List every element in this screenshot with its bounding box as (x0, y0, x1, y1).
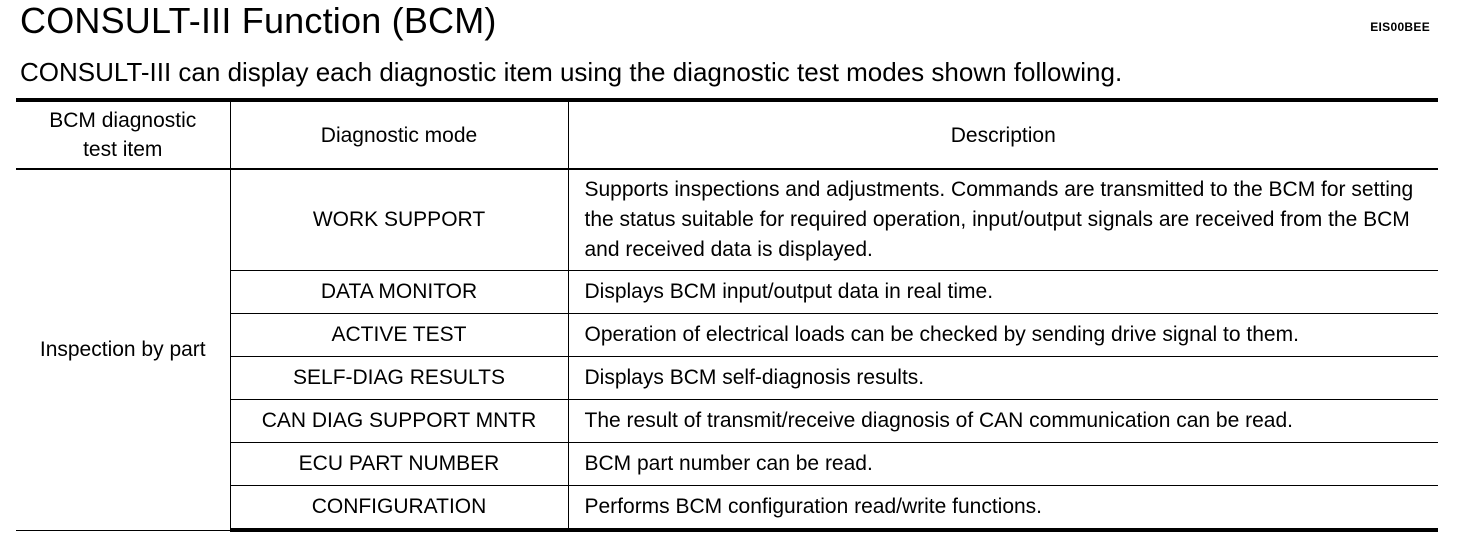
diagnostic-mode-cell: WORK SUPPORT (230, 169, 568, 271)
diagnostic-mode-cell: ECU PART NUMBER (230, 443, 568, 486)
table-row (16, 271, 1438, 314)
intro-text: CONSULT-III can display each diagnostic item using the diagnostic test modes shown following. (20, 57, 1123, 87)
page-title: CONSULT-III Function (BCM) (20, 0, 497, 41)
table-row (16, 486, 1438, 531)
description-cell: Supports inspections and adjustments. Commands are transmitted to the BCM for setting the status suitable for required operation, input/output signals are received from the BCM and received data is displayed. (568, 169, 1438, 271)
description-cell: Displays BCM self-diagnosis results. (568, 357, 1438, 400)
description-cell: The result of transmit/receive diagnosis of CAN communication can be read. (568, 400, 1438, 443)
description-cell: Displays BCM input/output data in real time. (568, 271, 1438, 314)
diagnostic-mode-cell: DATA MONITOR (230, 271, 568, 314)
description-cell: Performs BCM configuration read/write functions. (568, 486, 1438, 531)
diagnostic-mode-cell: CONFIGURATION (230, 486, 568, 531)
description-cell: Operation of electrical loads can be checked by sending drive signal to them. (568, 314, 1438, 357)
diagnostic-mode-cell: SELF-DIAG RESULTS (230, 357, 568, 400)
column-header-diagnostic-mode: Diagnostic mode (230, 100, 568, 169)
test-item-cell: Inspection by part (16, 169, 230, 530)
table-row (16, 357, 1438, 400)
table-row (16, 400, 1438, 443)
table-row (16, 169, 1438, 271)
function-table (16, 98, 1438, 532)
table-header-row (16, 100, 1438, 169)
diagnostic-mode-cell: CAN DIAG SUPPORT MNTR (230, 400, 568, 443)
document-code: EIS00BEE (1370, 20, 1430, 34)
table-row (16, 443, 1438, 486)
table-row (16, 314, 1438, 357)
diagnostic-mode-cell: ACTIVE TEST (230, 314, 568, 357)
description-cell: BCM part number can be read. (568, 443, 1438, 486)
column-header-description: Description (568, 100, 1438, 169)
column-header-test-item: BCM diagnostic test item (16, 100, 230, 169)
